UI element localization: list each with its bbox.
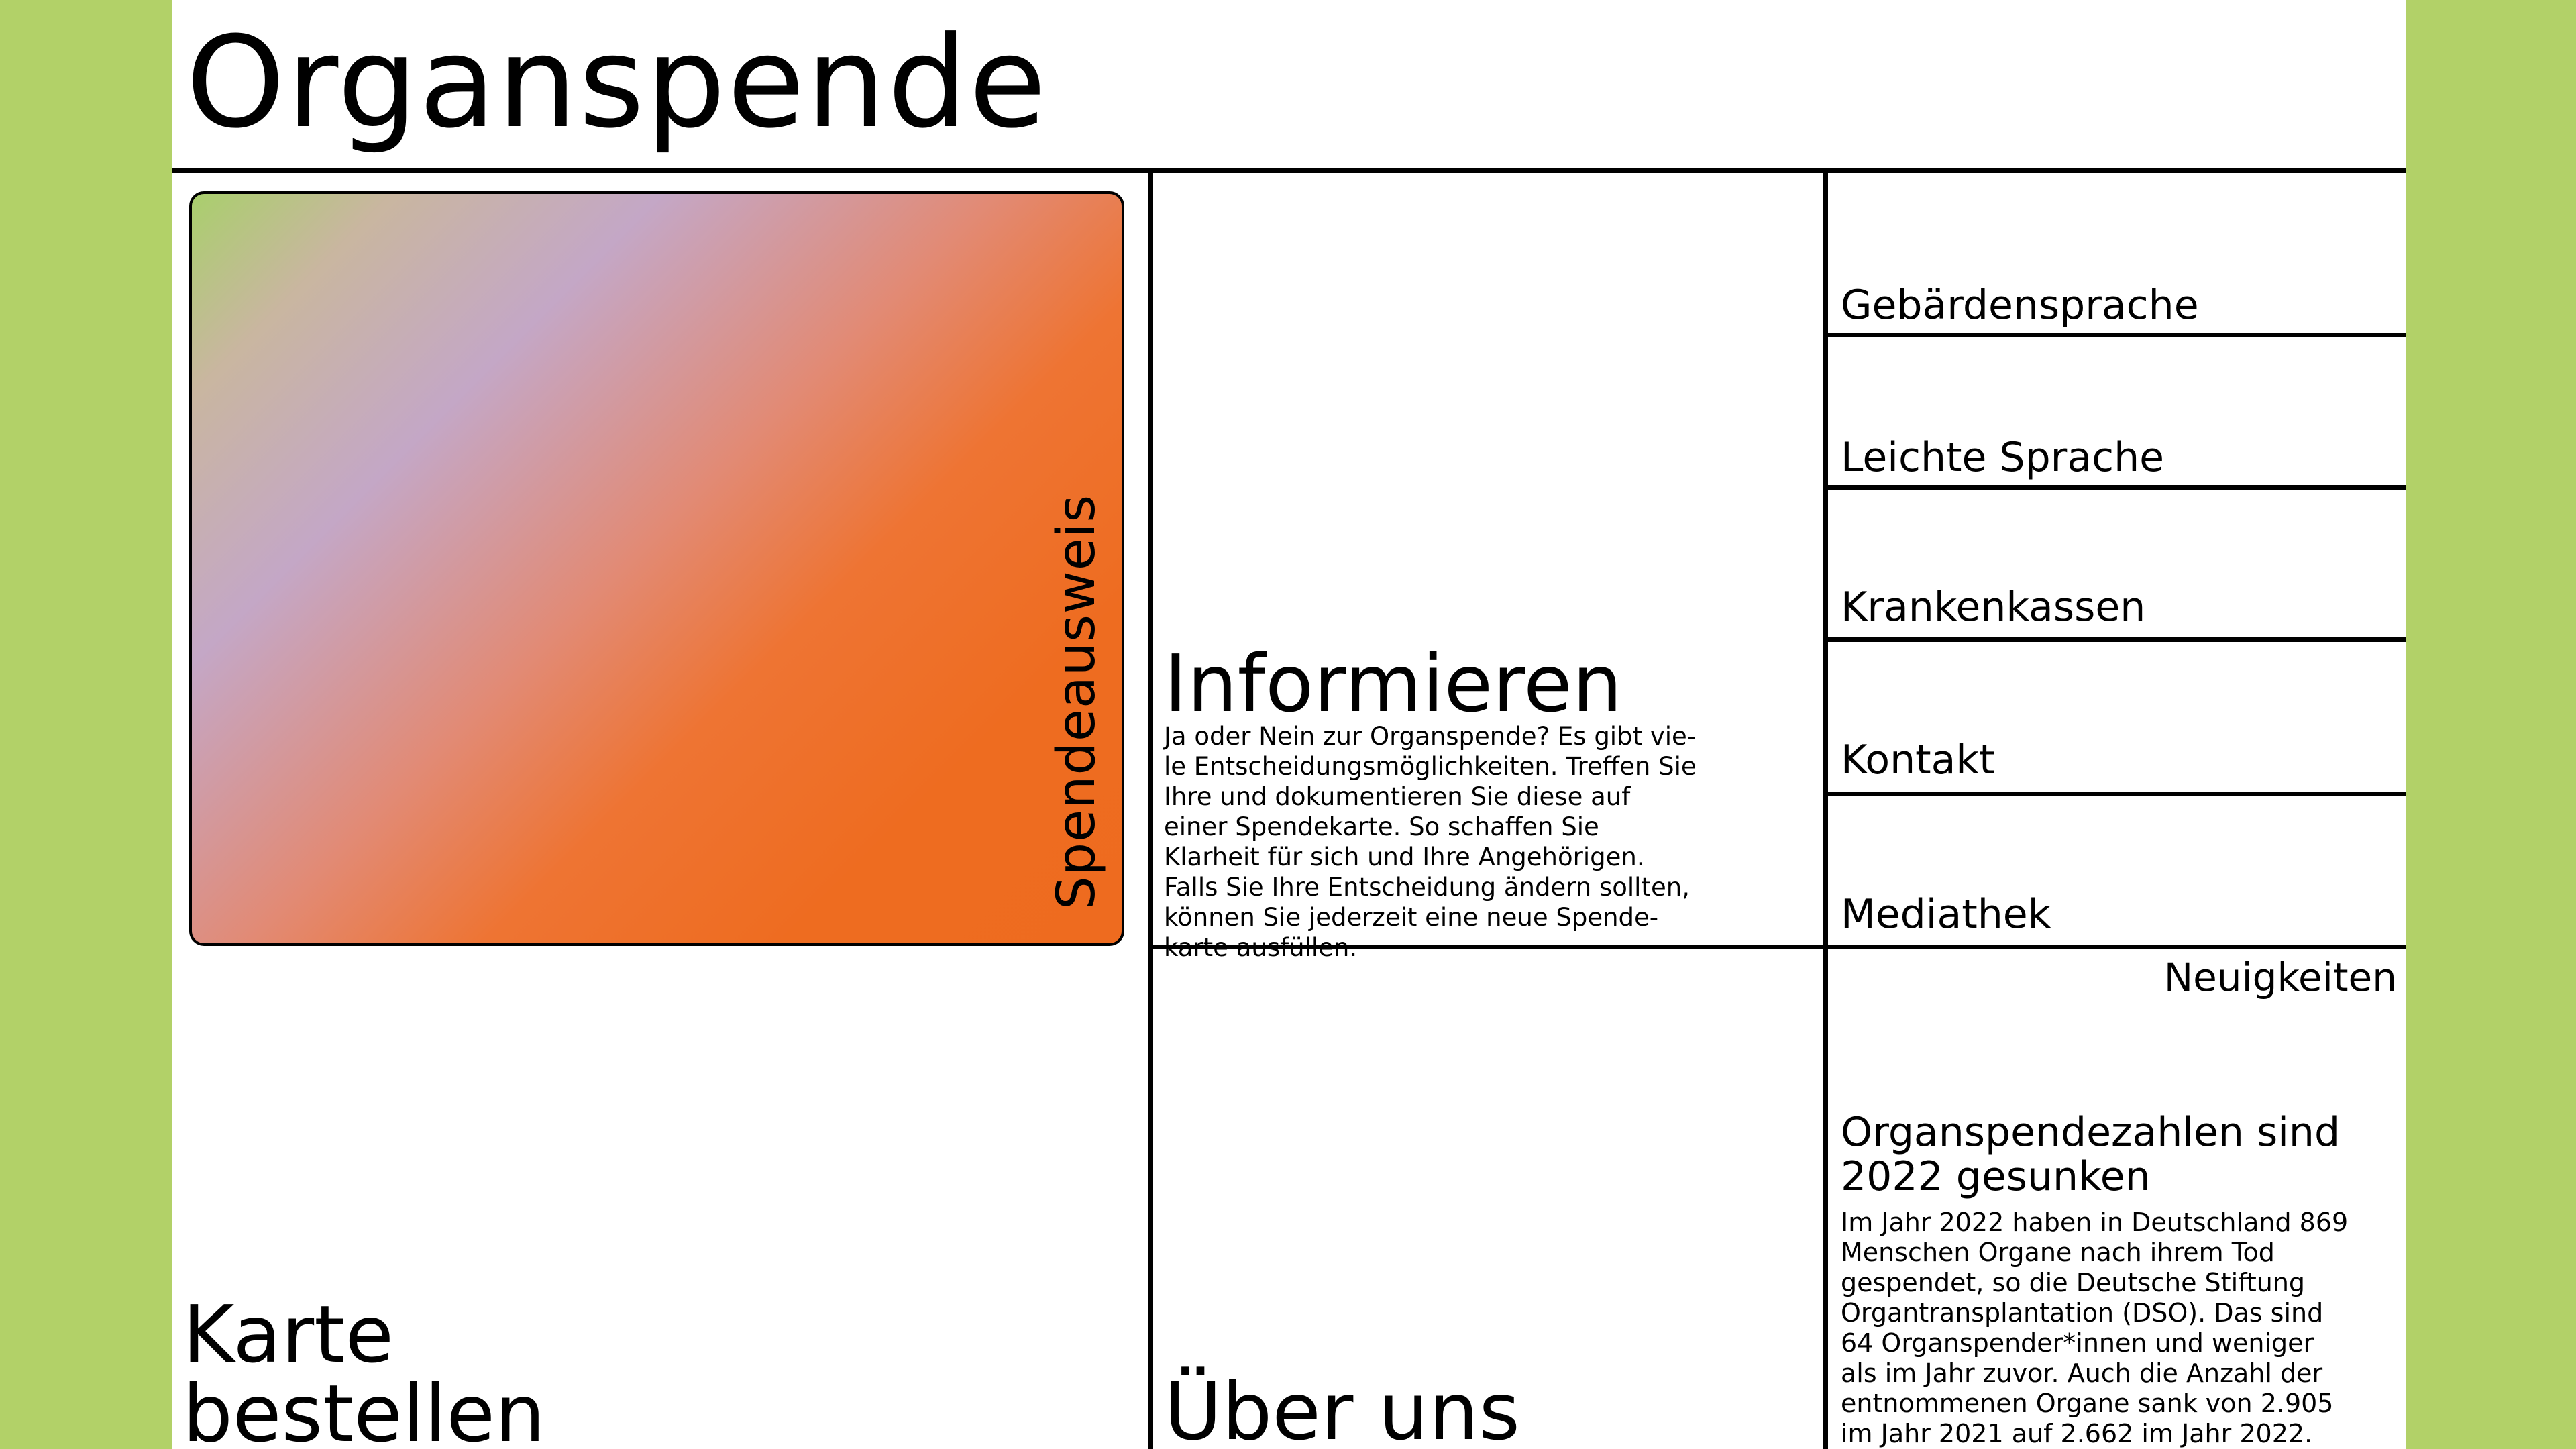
column-divider-2 xyxy=(1823,168,1828,1449)
donor-card-label[interactable]: Spendeausweis xyxy=(1046,494,1107,910)
nav-divider xyxy=(1823,485,2406,490)
nav-divider xyxy=(1823,792,2406,796)
news-title[interactable]: Organspendezahlen sind 2022 gesunken xyxy=(1841,1109,2341,1200)
header-divider xyxy=(172,168,2406,173)
nav-item-contact[interactable]: Kontakt xyxy=(1841,737,1995,784)
nav-item-easy-language[interactable]: Leichte Sprache xyxy=(1841,434,2165,481)
column-divider-1 xyxy=(1148,168,1153,1449)
nav-item-sign-language[interactable]: Gebärdensprache xyxy=(1841,282,2199,329)
news-text: Im Jahr 2022 haben in Deutschland 869 Menschen Organe nach ihrem Tod gespendet, so die Deutsche Stiftung Organtransplantation (DSO). Das sind 64 Organspender*innen und weniger als im Jahr zuvor. Auch die Anzahl der entnommenen Organe sank von 2.905 im Jahr 2021 auf 2.662 im Jahr 2022. xyxy=(1841,1208,2349,1448)
nav-item-media-library[interactable]: Mediathek xyxy=(1841,891,2051,938)
nav-divider xyxy=(1823,637,2406,642)
order-card-link[interactable]: Karte bestellen xyxy=(182,1288,545,1449)
nav-item-health-insurers[interactable]: Krankenkassen xyxy=(1841,584,2146,631)
about-link[interactable]: Über uns xyxy=(1164,1365,1520,1449)
site-title[interactable]: Organspende xyxy=(186,9,1048,156)
donor-card-image[interactable] xyxy=(189,191,1124,946)
inform-link[interactable]: Informieren xyxy=(1164,637,1623,730)
news-heading[interactable]: Neuigkeiten xyxy=(2163,955,2397,1000)
nav-divider xyxy=(1823,333,2406,337)
inform-description: Ja oder Nein zur Organspende? Es gibt vie-le Entscheidungsmöglichkeiten. Treffen Sie Ihre und dokumentieren Sie diese auf einer Spendekarte. So schaffen Sie Klarheit für sich und Ihre Angehörigen. Falls Sie Ihre Entscheidung ändern sollten, können Sie jederzeit eine neue Spende-karte ausfüllen. xyxy=(1164,722,1697,962)
page xyxy=(172,0,2406,1449)
